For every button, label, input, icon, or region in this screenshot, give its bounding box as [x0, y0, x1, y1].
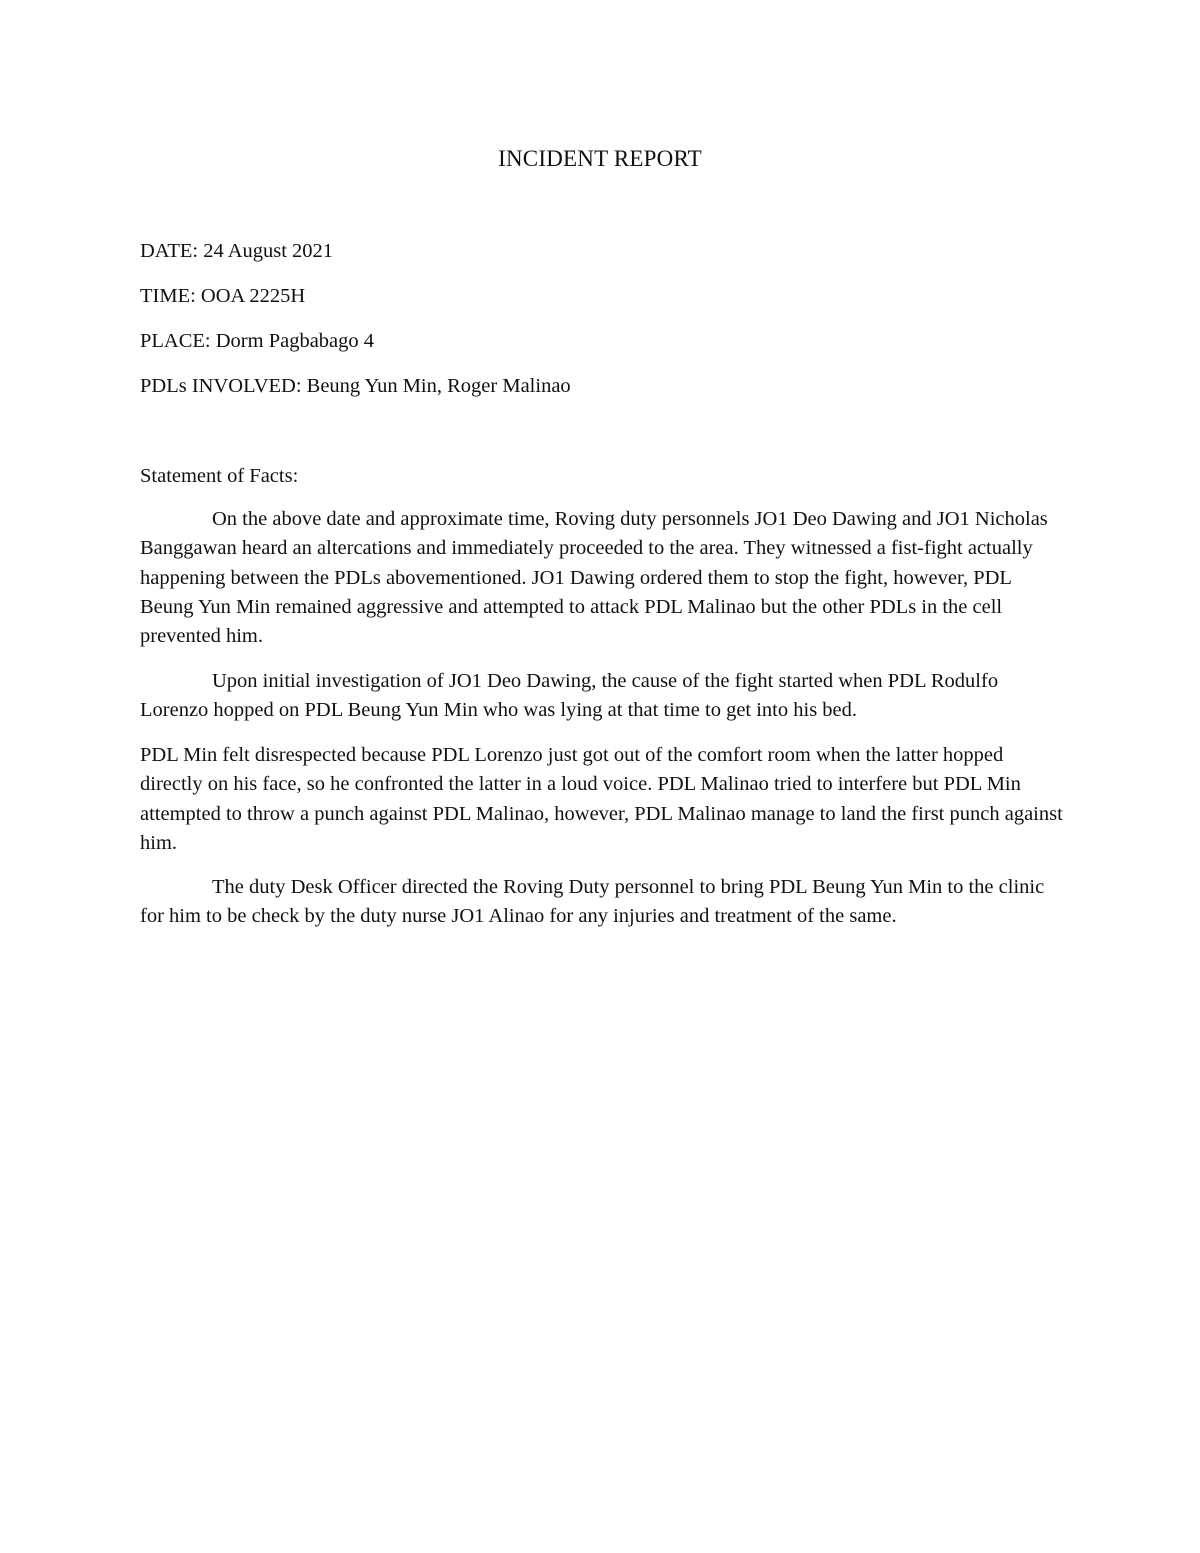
date-field: DATE: 24 August 2021	[140, 240, 334, 262]
document-title: INCIDENT REPORT	[498, 146, 702, 171]
facts-paragraph-3: PDL Min felt disrespected because PDL Lorenzo just got out of the comfort room when the latter hopped directly on his face, so he confronted the latter in a loud voice. PDL Malinao tried to interfere but PDL Min attempted to throw a punch against PDL Malinao, however, PDL Malinao manage to land the first punch against him.	[140, 744, 1063, 854]
statement-of-facts-heading: Statement of Facts:	[140, 465, 299, 487]
time-field: TIME: OOA 2225H	[140, 285, 306, 307]
facts-paragraph-4: The duty Desk Officer directed the Roving Duty personnel to bring PDL Beung Yun Min to the clinic for him to be check by the duty nurse JO1 Alinao for any injuries and treatment of the same.	[140, 876, 1045, 928]
pdls-involved-field: PDLs INVOLVED: Beung Yun Min, Roger Malinao	[140, 375, 571, 397]
facts-paragraph-2: Upon initial investigation of JO1 Deo Dawing, the cause of the fight started when PDL Rodulfo Lorenzo hopped on PDL Beung Yun Min who was lying at that time to get into his bed.	[140, 670, 999, 722]
place-field: PLACE: Dorm Pagbabago 4	[140, 330, 375, 352]
facts-paragraph-1: On the above date and approximate time, Roving duty personnels JO1 Deo Dawing and JO1 Nicholas Banggawan heard an altercations and immediately proceeded to the area. They witnessed a fist-fight actually happening between the PDLs abovementioned. JO1 Dawing ordered them to stop the fight, however, PDL Beung Yun Min remained aggressive and attempted to attack PDL Malinao but the other PDLs in the cell prevented him.	[140, 508, 1048, 648]
